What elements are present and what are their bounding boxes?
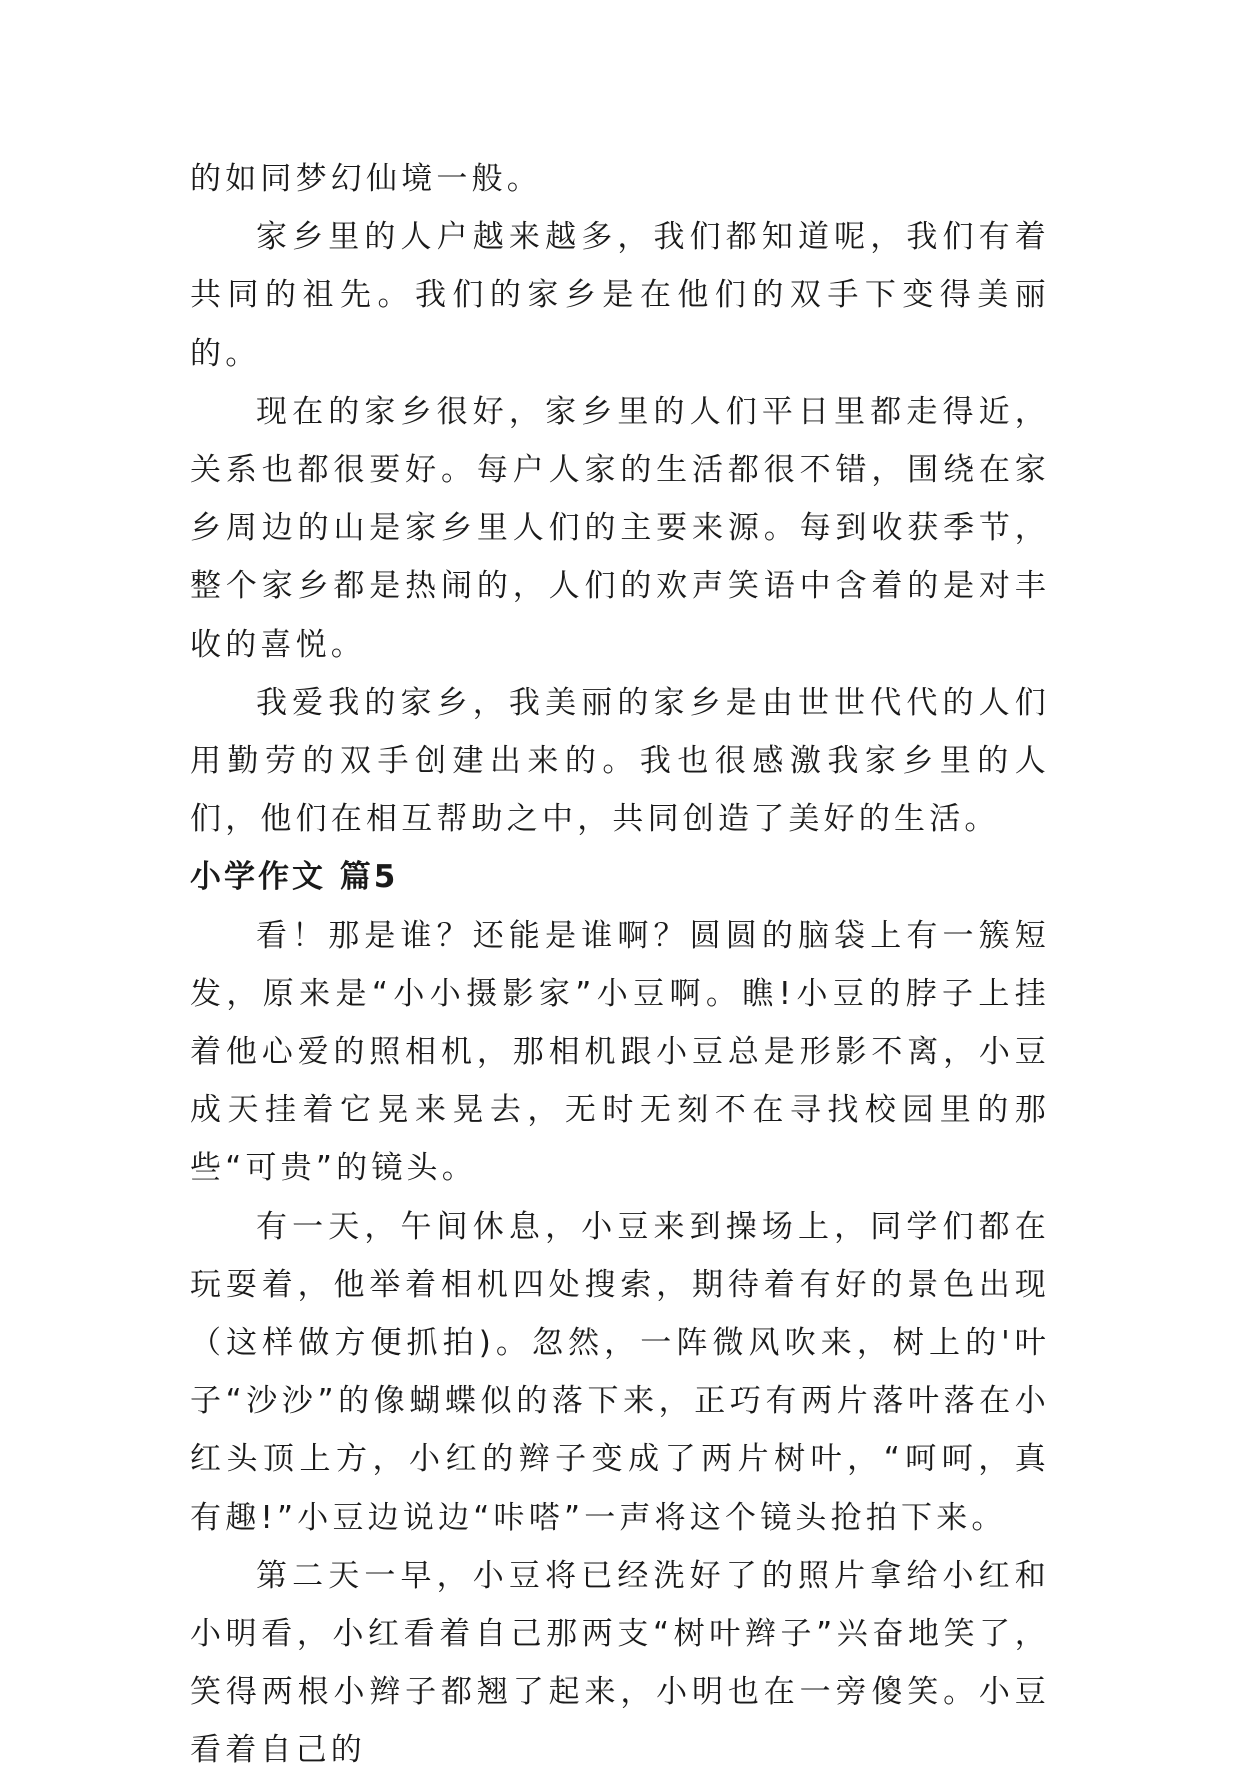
paragraph-3: 现在的家乡很好，家乡里的人们平日里都走得近，关系也都很要好。每户人家的生活都很不错，围绕在家乡周边的山是家乡里人们的主要来源。每到收获季节，整个家乡都是热闹的，人们的欢声笑语中含着的是对丰收的喜悦。	[190, 393, 1050, 663]
paragraph-5: 看！那是谁？还能是谁啊？圆圆的脑袋上有一簇短发，原来是“小小摄影家”小豆啊。瞧!小豆的脖子上挂着他心爱的照相机，那相机跟小豆总是形影不离，小豆成天挂着它晃来晃去，无时无刻不在寻找校园里的那些“可贵”的镜头。	[190, 917, 1050, 1187]
document-page	[190, 150, 1050, 1780]
paragraph-2: 家乡里的人户越来越多，我们都知道呢，我们有着共同的祖先。我们的家乡是在他们的双手下变得美丽的。	[190, 219, 1050, 372]
paragraph-6: 有一天，午间休息，小豆来到操场上，同学们都在玩耍着，他举着相机四处搜索，期待着有好的景色出现（这样做方便抓拍)。忽然，一阵微风吹来，树上的'叶子“沙沙”的像蝴蝶似的落下来，正巧有两片落叶落在小红头顶上方，小红的辫子变成了两片树叶，“呵呵，真有趣!”小豆边说边“咔嗒”一声将这个镜头抢拍下来。	[190, 1208, 1050, 1536]
paragraph-1: 的如同梦幻仙境一般。	[190, 161, 542, 197]
paragraph-4: 我爱我的家乡，我美丽的家乡是由世世代代的人们用勤劳的双手创建出来的。我也很感激我家乡里的人们，他们在相互帮助之中，共同创造了美好的生活。	[190, 684, 1050, 838]
section-heading: 小学作文 篇5	[190, 859, 399, 896]
paragraph-7: 第二天一早，小豆将已经洗好了的照片拿给小红和小明看，小红看着自己那两支“树叶辫子”兴奋地笑了，笑得两根小辫子都翘了起来，小明也在一旁傻笑。小豆看着自己的	[190, 1557, 1050, 1769]
